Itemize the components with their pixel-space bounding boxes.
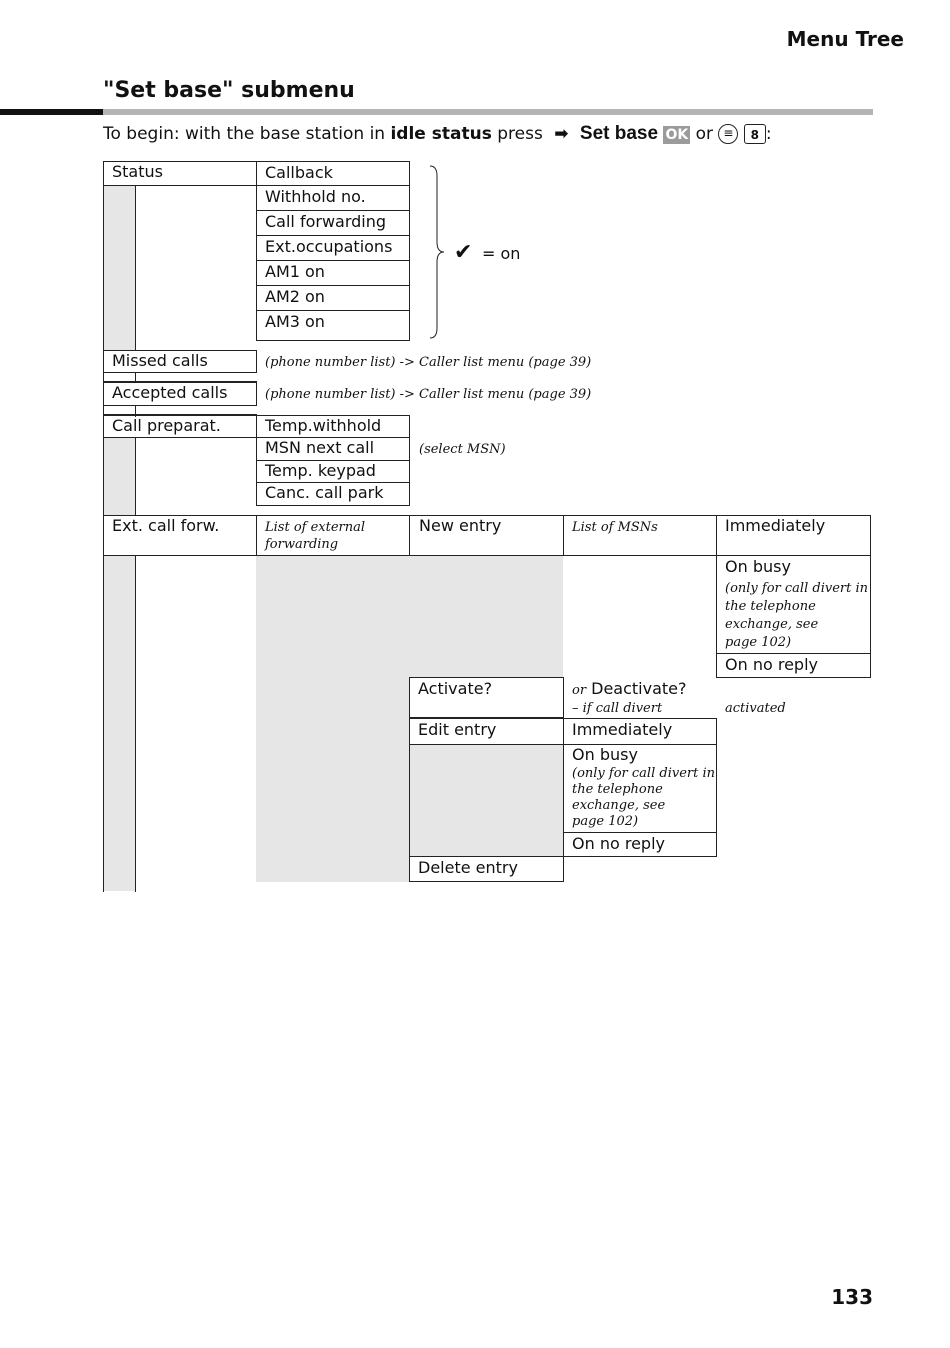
status-item-am3: AM3 on [256, 310, 410, 341]
ext-call-forw-label: Ext. call forw. [112, 516, 220, 535]
title-rule-black [0, 109, 103, 115]
status-label: Status [112, 162, 163, 181]
new-entry-label: New entry [419, 516, 502, 535]
callprep-inner-line [135, 437, 136, 515]
col3-left-line [409, 677, 410, 882]
callprep-under-line [103, 437, 257, 438]
activated-note: activated [725, 701, 786, 716]
extforw-col3-gray-bottom [410, 744, 563, 857]
intro-colon: : [765, 124, 772, 144]
extforw-col2-gray [256, 555, 410, 882]
status-left-line [103, 161, 104, 351]
ok-key-icon: OK [665, 127, 689, 143]
on-busy-note: (only for call divert in the telephone exchange, see page 102) [725, 581, 868, 650]
status-under-line [103, 185, 257, 186]
extforw-indent-bar [103, 555, 135, 891]
extforw-left-line [103, 515, 104, 892]
page-title: "Set base" submenu [103, 78, 355, 103]
missed-calls-note: (phone number list) -> Caller list menu (page 39) [265, 355, 592, 370]
callprep-left-line [103, 415, 104, 515]
extforw-hdr-div1 [256, 515, 257, 556]
activate-box: Activate? [409, 677, 564, 718]
intro-menu-item: Set base [579, 123, 659, 144]
status-inner-line [135, 185, 136, 351]
callprep-temp-keypad: Temp. keypad [256, 460, 410, 483]
status-item-ext-occupations: Ext.occupations [256, 235, 410, 261]
on-busy-label: On busy [725, 557, 791, 576]
page-number: 133 [831, 1285, 873, 1309]
on-busy-2-note: (only for call divert in the telephone exchange, see page 102) [572, 766, 715, 829]
deactivate-line: or Deactivate? [572, 679, 687, 698]
extforw-col3-gray-top [410, 555, 563, 678]
checkmark-legend: = on [482, 244, 521, 263]
immediately-2-box: Immediately [563, 718, 717, 745]
extforw-hdr-div3 [563, 515, 564, 556]
missed-calls-row: Missed calls [103, 350, 257, 373]
accepted-calls-row: Accepted calls [103, 382, 257, 406]
intro-prefix: To begin: with the base station in [103, 124, 386, 144]
on-no-reply-box: On no reply [716, 653, 871, 678]
if-call-divert-note: – if call divert [572, 701, 663, 716]
menu-key-icon: ≡ [718, 124, 738, 144]
status-item-callback: Callback [256, 161, 410, 186]
list-of-msns: List of MSNs [572, 520, 658, 535]
status-item-withhold: Withhold no. [256, 185, 410, 211]
status-item-call-forwarding: Call forwarding [256, 210, 410, 236]
extforw-hdr-div4 [716, 515, 717, 556]
callprep-msn-next-call: MSN next call [256, 437, 410, 461]
intro-idle-status: idle status [390, 124, 492, 144]
status-indent-bar [103, 185, 135, 350]
section-title: Menu Tree [786, 27, 904, 51]
intro-or: or [695, 124, 713, 144]
title-rule-gray [103, 109, 873, 115]
status-item-am1: AM1 on [256, 260, 410, 286]
intro-press: press [497, 124, 543, 144]
digit-key-icon: 8 [744, 124, 766, 144]
callprep-indent-bar [103, 437, 135, 515]
extforw-hdr-div2 [409, 515, 410, 556]
status-item-am2: AM2 on [256, 285, 410, 311]
brace-icon [428, 164, 450, 340]
delete-entry-box: Delete entry [409, 856, 564, 882]
list-external-forwarding: List of external forwarding [265, 520, 366, 552]
on-busy-2-label: On busy [572, 745, 638, 764]
call-preparat-label: Call preparat. [112, 416, 221, 435]
immediately-label: Immediately [725, 516, 826, 535]
checkmark-icon: ✔ [454, 240, 473, 265]
select-msn-note: (select MSN) [419, 442, 506, 457]
accepted-calls-note: (phone number list) -> Caller list menu (page 39) [265, 387, 592, 402]
extforw-inner-line [135, 555, 136, 892]
callprep-temp-withhold: Temp.withhold [256, 415, 410, 438]
intro-line [103, 122, 772, 146]
on-no-reply-2-box: On no reply [563, 832, 717, 857]
edit-entry-box: Edit entry [409, 718, 564, 745]
arrow-right-icon: ➡ [554, 124, 569, 144]
callprep-canc-call-park: Canc. call park [256, 482, 410, 506]
